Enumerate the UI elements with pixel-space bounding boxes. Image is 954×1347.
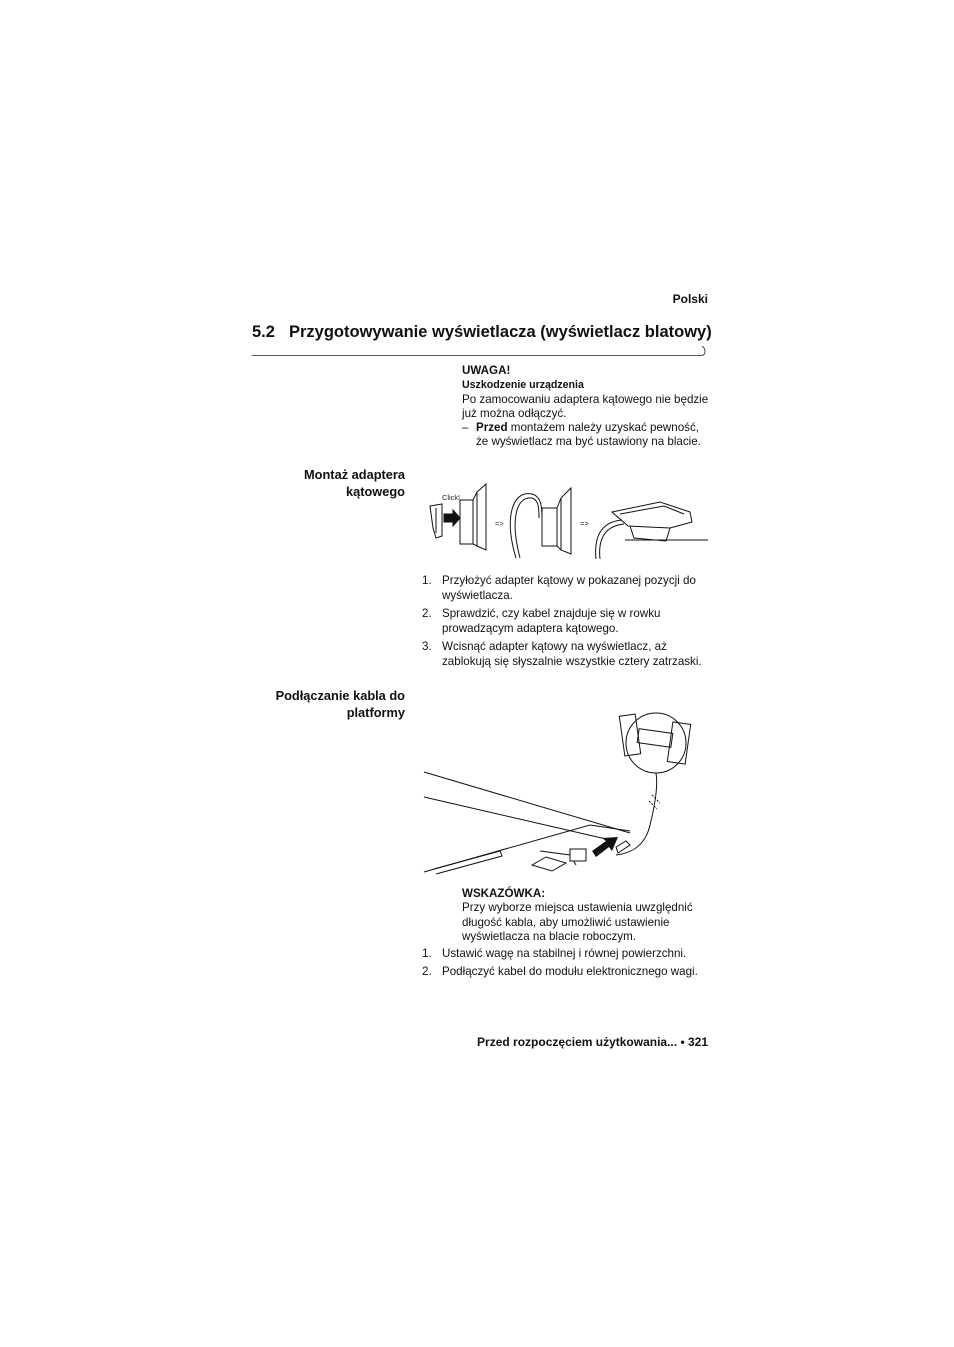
step-text: Podłączyć kabel do modułu elektronicznego wagi.: [442, 965, 698, 979]
cable-heading-line1: Podłączanie kabla do: [275, 688, 405, 703]
language-label: Polski: [672, 292, 708, 306]
adapter-heading-line1: Montaż adaptera: [304, 467, 405, 482]
step-text: Wcisnąć adapter kątowy na wyświetlacz, aż zablokują się słyszalnie wszystkie cztery zatrzaski.: [442, 639, 702, 668]
warning-box: [462, 364, 712, 450]
step-number: 1.: [422, 947, 432, 960]
step-text: Przyłożyć adapter kątowy w pokazanej pozycji do wyświetlacza.: [442, 574, 696, 602]
warning-dash: –: [462, 421, 469, 435]
warning-bullet-bold: Przed: [476, 421, 508, 435]
page-footer: Przed rozpoczęciem użytkowania... • 321: [477, 1035, 708, 1049]
warning-text: Po zamocowaniu adaptera kątowego nie będzie już można odłączyć.: [462, 392, 709, 420]
heading-rule: [252, 346, 706, 356]
adapter-mounting-figure: [420, 478, 708, 560]
cable-connection-figure: [420, 705, 710, 877]
cable-steps: [422, 947, 712, 984]
list-item: [422, 947, 712, 962]
list-item: [422, 640, 712, 669]
click-label: Click!: [442, 493, 461, 502]
step-number: 3.: [422, 639, 432, 653]
list-item: [422, 574, 712, 603]
warning-bullet-text: montażem należy uzyskać pewność, że wyświetlacz ma być ustawiony na blacie.: [476, 421, 701, 449]
warning-subtitle: Uszkodzenie urządzenia: [462, 379, 584, 392]
cable-heading-line2: platformy: [346, 704, 405, 720]
warning-bullet: [462, 421, 712, 450]
step-number: 1.: [422, 574, 432, 587]
adapter-heading-line2: kątowego: [345, 483, 405, 499]
list-item: [422, 965, 712, 980]
list-item: [422, 607, 712, 636]
step-text: Ustawić wagę na stabilnej i równej powierzchni.: [442, 947, 687, 960]
adapter-steps: [422, 574, 712, 673]
hint-box: [462, 887, 712, 944]
figure-arrow-2: =>: [580, 519, 589, 528]
hint-title: WSKAZÓWKA:: [462, 887, 546, 900]
warning-title: UWAGA!: [462, 364, 511, 377]
step-number: 2.: [422, 606, 432, 620]
section-heading: [252, 323, 722, 342]
section-title: Przygotowywanie wyświetlacza (wyświetlacz blatowy): [289, 323, 712, 341]
cable-heading: [245, 688, 405, 721]
step-text: Sprawdzić, czy kabel znajduje się w rowku prowadzącym adaptera kątowego.: [442, 606, 661, 635]
adapter-heading: [245, 467, 405, 500]
figure-arrow-1: =>: [495, 519, 504, 528]
hint-text: Przy wyborze miejsca ustawienia uwzględnić długość kabla, aby umożliwić ustawienie wyświetlacza na blacie roboczym.: [462, 901, 693, 943]
section-number: 5.2: [252, 323, 275, 341]
step-number: 2.: [422, 965, 432, 979]
